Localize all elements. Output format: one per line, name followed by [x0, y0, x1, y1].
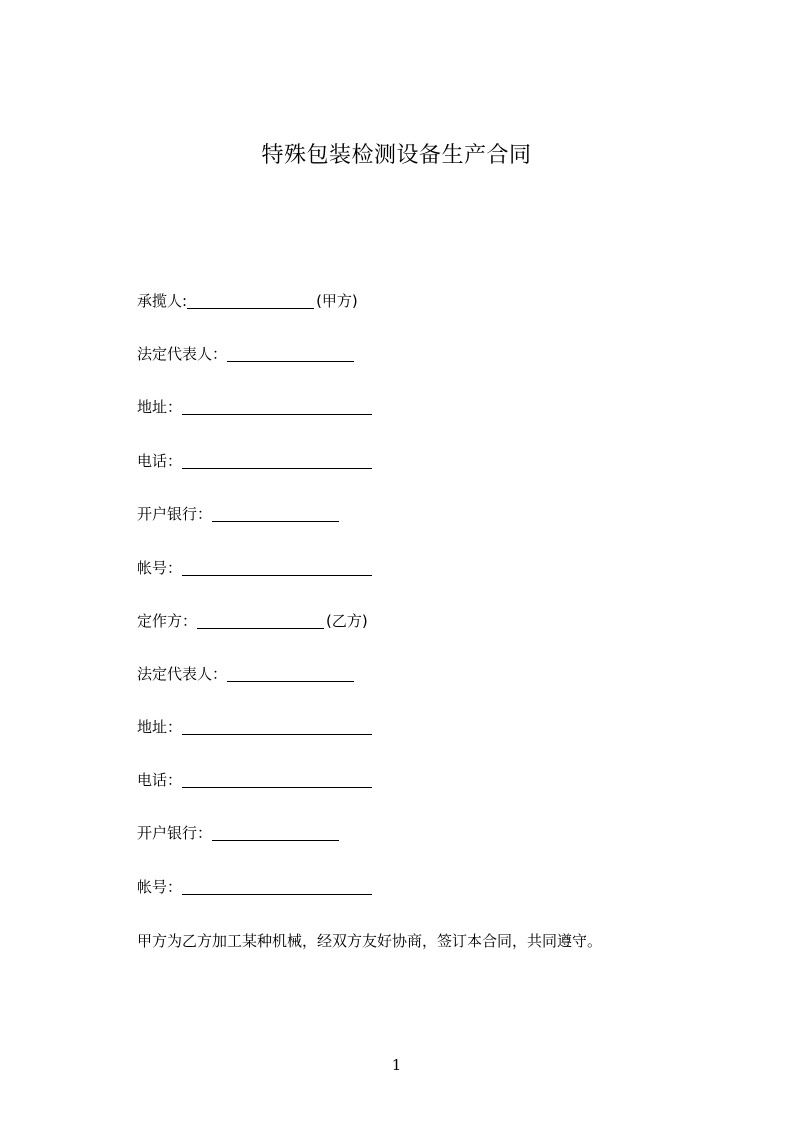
party-b-orderer-row: [137, 610, 368, 632]
party-b-bank-row: [137, 822, 339, 844]
party-a-account-row: [137, 557, 372, 579]
party-a-representative-label: 法定代表人：: [137, 345, 228, 363]
party-a-address-blank: [182, 397, 372, 415]
party-a-account-blank: [182, 558, 372, 576]
closing-statement: 甲方为乙方加工某种机械，经双方友好协商，签订本合同，共同遵守。: [137, 932, 603, 950]
party-a-contractor-label: 承揽人:: [137, 292, 188, 310]
party-b-phone-blank: [182, 770, 372, 788]
party-a-phone-label: 电话：: [137, 452, 183, 470]
party-a-phone-blank: [182, 451, 372, 469]
party-a-account-label: 帐号：: [137, 559, 183, 577]
party-a-contractor-blank: [187, 291, 314, 309]
party-a-bank-row: [137, 503, 339, 525]
party-b-account-blank: [182, 877, 372, 895]
page-number: 1: [391, 1056, 402, 1074]
party-b-bank-label: 开户银行：: [137, 824, 213, 842]
party-a-bank-blank: [212, 504, 339, 522]
party-a-phone-row: [137, 450, 372, 472]
party-b-account-row: [137, 876, 372, 898]
party-a-contractor-row: [137, 290, 358, 312]
party-a-address-label: 地址：: [137, 398, 183, 416]
party-b-account-label: 帐号：: [137, 878, 183, 896]
party-b-phone-row: [137, 769, 372, 791]
party-b-representative-label: 法定代表人：: [137, 665, 228, 683]
party-a-representative-blank: [227, 344, 354, 362]
party-b-representative-row: [137, 663, 354, 685]
party-a-representative-row: [137, 343, 354, 365]
party-a-address-row: [137, 396, 372, 418]
party-b-phone-label: 电话：: [137, 771, 183, 789]
party-b-orderer-label: 定作方：: [137, 612, 198, 630]
party-b-orderer-suffix: (乙方): [326, 612, 368, 630]
party-b-address-blank: [182, 717, 372, 735]
party-b-bank-blank: [212, 823, 339, 841]
party-b-address-label: 地址：: [137, 718, 183, 736]
party-a-contractor-suffix: (甲方): [316, 292, 358, 310]
party-a-bank-label: 开户银行：: [137, 505, 213, 523]
party-b-representative-blank: [227, 664, 354, 682]
document-title: 特殊包装检测设备生产合同: [261, 143, 532, 168]
party-b-address-row: [137, 716, 372, 738]
party-b-orderer-blank: [197, 611, 324, 629]
